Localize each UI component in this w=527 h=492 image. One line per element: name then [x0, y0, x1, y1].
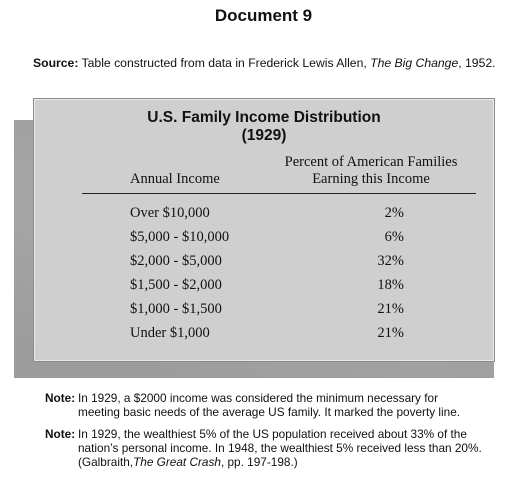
column-header-income: Annual Income: [130, 171, 220, 187]
income-cell: Under $1,000: [130, 325, 210, 341]
note-label: Note:: [45, 427, 76, 441]
income-cell: Over $10,000: [130, 205, 210, 221]
note-label: Note:: [45, 391, 76, 405]
table-row: [34, 301, 494, 325]
percent-cell: 21%: [377, 325, 404, 341]
citation-book-title: The Great Crash: [133, 455, 221, 469]
note-text-line1: In 1929, a $2000 income was considered the minimum necessary for: [78, 391, 438, 405]
source-text: Table constructed from data in Frederick Lewis Allen,: [78, 56, 371, 70]
table-row: [34, 277, 494, 301]
income-cell: $1,500 - $2,000: [130, 277, 222, 293]
column-header-percent-line2: Earning this Income: [312, 171, 430, 187]
income-cell: $5,000 - $10,000: [130, 229, 230, 245]
source-year: , 1952.: [458, 56, 496, 70]
source-book-title: The Big Change: [370, 56, 459, 70]
percent-cell: 6%: [384, 229, 404, 245]
source-line: [33, 56, 496, 70]
income-cell: $2,000 - $5,000: [130, 253, 222, 269]
table-row: [34, 253, 494, 277]
income-table-panel: [33, 98, 495, 362]
percent-cell: 21%: [377, 301, 404, 317]
table-row: [34, 205, 494, 229]
table-body: [34, 205, 494, 349]
percent-cell: 32%: [377, 253, 404, 269]
header-divider: [82, 193, 476, 194]
note-text-line2: nation’s personal income. In 1948, the wealthiest 5% received less than 20%.: [78, 441, 482, 455]
note-citation: [78, 455, 505, 469]
table-row: [34, 325, 494, 349]
percent-cell: 2%: [384, 205, 404, 221]
note-text-line1: In 1929, the wealthiest 5% of the US population received about 33% of the: [78, 427, 467, 441]
table-title-line2: (1929): [241, 127, 287, 144]
percent-cell: 18%: [377, 277, 404, 293]
table-title: [34, 109, 494, 145]
citation-author: (Galbraith,: [78, 455, 134, 469]
document-title: Document 9: [214, 6, 313, 25]
table-title-line1: U.S. Family Income Distribution: [147, 109, 381, 126]
table-row: [34, 229, 494, 253]
note-text-line2: meeting basic needs of the average US family. It marked the poverty line.: [78, 405, 461, 419]
column-header-percent-line1: Percent of American Families: [284, 154, 458, 170]
income-cell: $1,000 - $1,500: [130, 301, 222, 317]
column-header-percent: [266, 154, 476, 188]
note-wealth-share: [45, 427, 505, 469]
citation-pages: , pp. 197-198.): [220, 455, 298, 469]
source-label: Source:: [33, 56, 79, 70]
note-poverty-line: [45, 391, 505, 419]
